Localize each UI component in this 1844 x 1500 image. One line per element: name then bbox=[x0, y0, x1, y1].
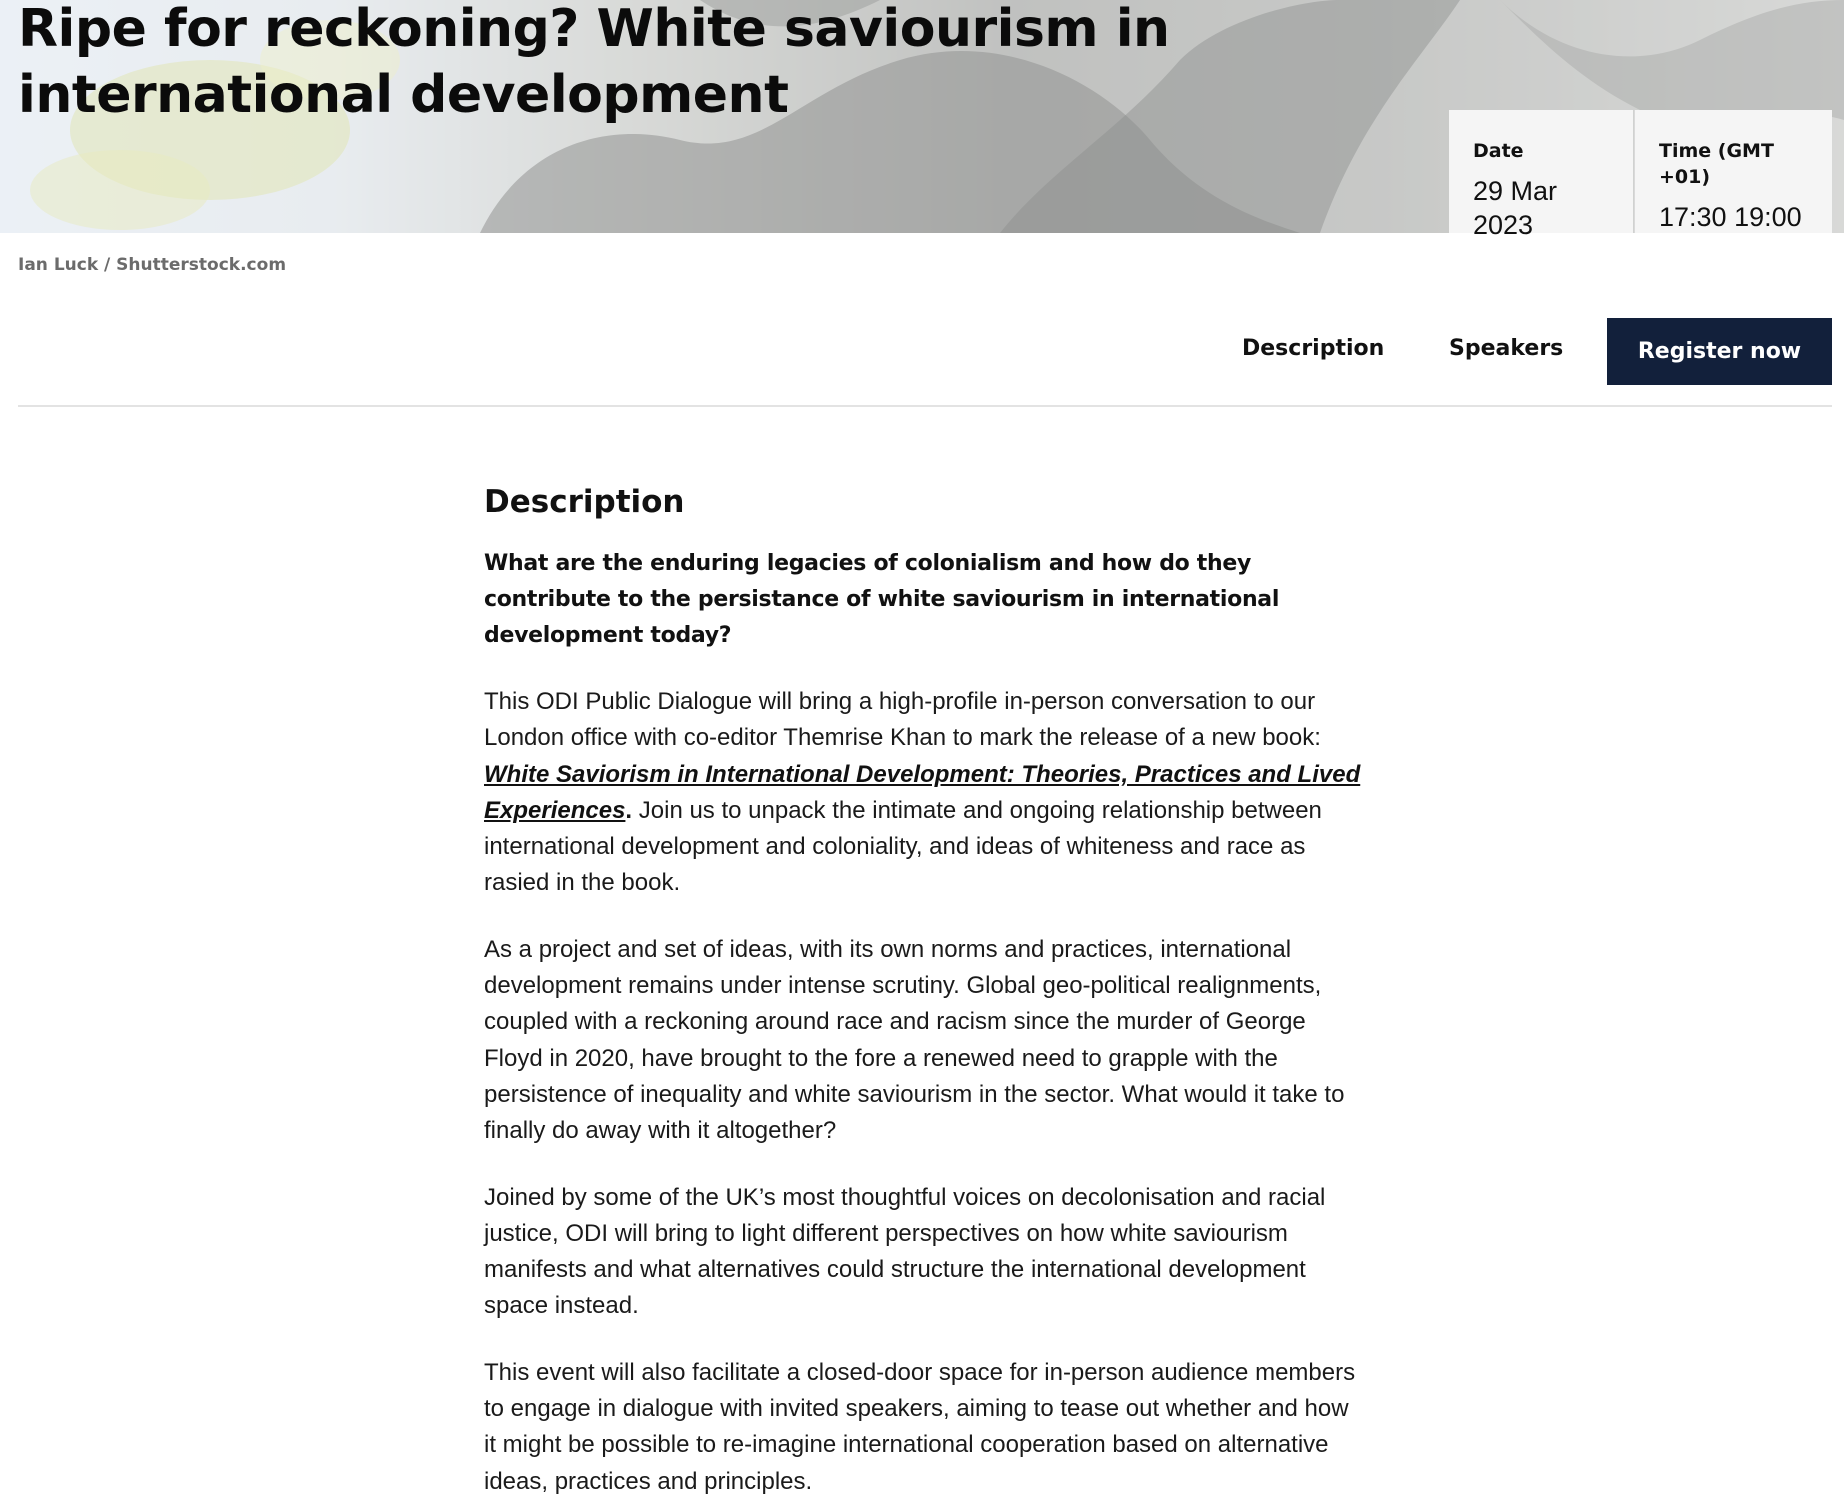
nav-speakers-link[interactable]: Speakers bbox=[1449, 336, 1564, 361]
paragraph-intro-continued: Join us to unpack the intimate and ongoing relationship between international development and coloniality, and ideas of whiteness and race as rasied in the book. bbox=[484, 796, 1322, 897]
register-now-button[interactable]: Register now bbox=[1607, 318, 1832, 385]
date-label: Date bbox=[1473, 140, 1524, 162]
page-title: Ripe for reckoning? White saviourism in international development bbox=[18, 0, 1170, 125]
nav-divider bbox=[18, 405, 1832, 407]
time-label: Time (GMT +01) bbox=[1659, 140, 1774, 188]
book-title-link[interactable]: White Saviorism in International Development: Theories, Practices and Lived Experiences bbox=[484, 760, 1361, 824]
lead-question: What are the enduring legacies of colonialism and how do they contribute to the persistance of white saviourism in international development today? bbox=[484, 551, 1280, 648]
paragraph-speakers: Joined by some of the UK’s most thoughtful voices on decolonisation and racial justice, ODI will bring to light different perspectives on how white saviourism manifests and what alternatives could structure the international development space instead. bbox=[484, 1183, 1326, 1320]
paragraph-closed-door: This event will also facilitate a closed-door space for in-person audience members to engage in dialogue with invited speakers, aiming to tease out whether and how it might be possible to re-imagine international cooperation based on alternative ideas, practices and principles. bbox=[484, 1358, 1356, 1495]
nav-description-link[interactable]: Description bbox=[1242, 336, 1385, 361]
event-date-box bbox=[1449, 110, 1633, 240]
paragraph-context: As a project and set of ideas, with its own norms and practices, international development remains under intense scrutiny. Global geo-political realignments, coupled with a reckoning around race and racism since the murder of George Floyd in 2020, have brought to the fore a renewed need to grapple with the persistence of inequality and white saviourism in the sector. What would it take to finally do away with it altogether? bbox=[484, 935, 1345, 1145]
section-title: Description bbox=[484, 484, 685, 520]
paragraph-intro bbox=[484, 684, 1366, 902]
time-value: 17:30 19:00 bbox=[1659, 202, 1802, 232]
date-value: 29 Mar 2023 bbox=[1473, 176, 1558, 240]
event-time-box bbox=[1634, 110, 1832, 233]
description-section bbox=[484, 478, 1366, 1500]
book-title-period: . bbox=[625, 796, 633, 824]
image-credit: Ian Luck / Shutterstock.com bbox=[18, 255, 287, 275]
paragraph-intro-text: This ODI Public Dialogue will bring a high-profile in-person conversation to our London office with co-editor Themrise Khan to mark the release of a new book: bbox=[484, 688, 1321, 752]
